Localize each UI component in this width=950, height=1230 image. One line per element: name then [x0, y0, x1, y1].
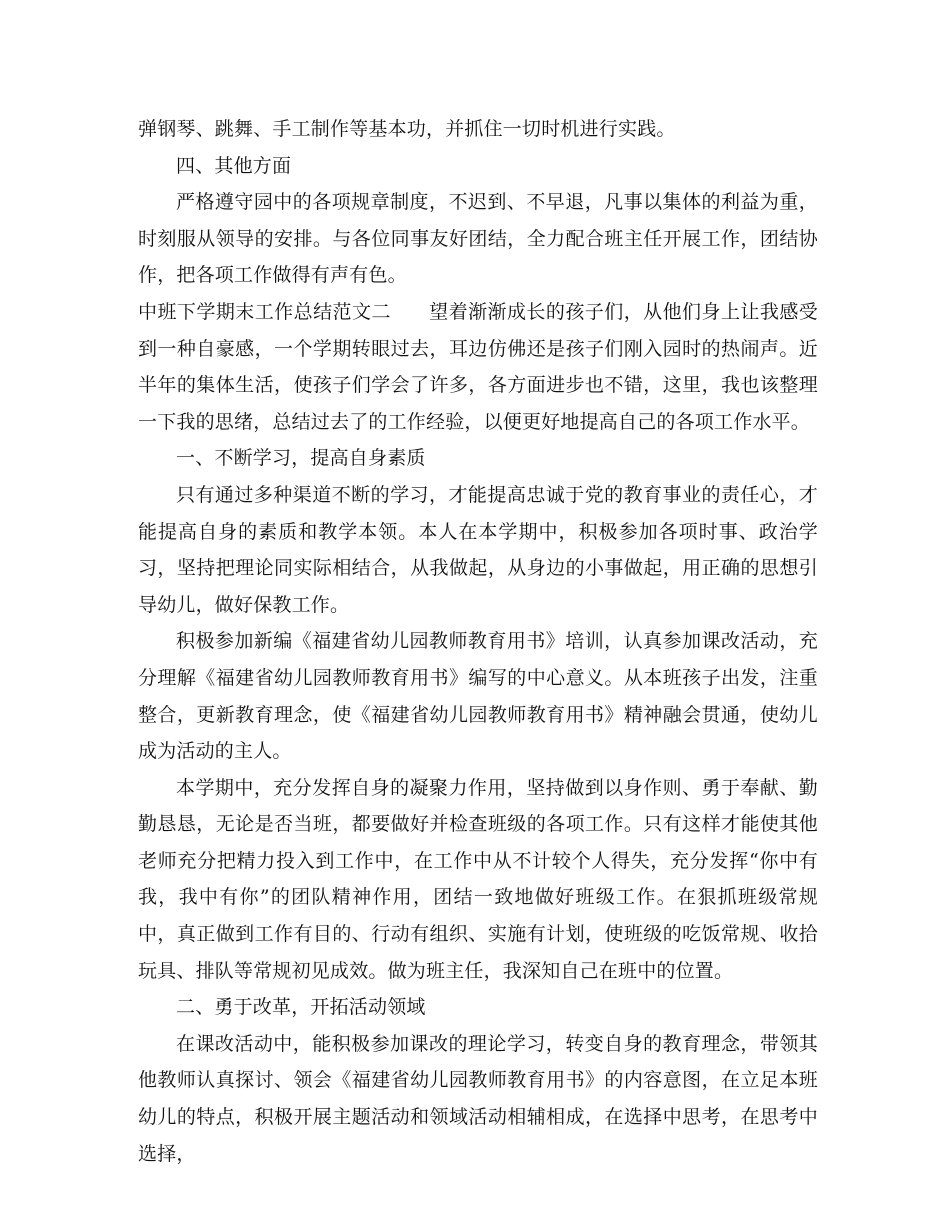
section-heading-study: 一、不断学习，提高自身素质 — [176, 447, 426, 470]
paragraph: 严格遵守园中的各项规章制度，不迟到、不早退，凡事以集体的利益为重，时刻服从领导的安排。与各位同事友好团结，全力配合班主任开展工作，团结协作，把各项工作做得有声有色。 — [138, 191, 818, 287]
paragraph: 只有通过多种渠道不断的学习，才能提高忠诚于党的教育事业的责任心，才能提高自身的素质和教学本领。本人在本学期中，积极参加各项时事、政治学习，坚持把理论同实际相结合，从我做起，从身边的小事做起，用正确的思想引导幼儿，做好保教工作。 — [138, 483, 818, 616]
section-heading-reform: 二、勇于改革，开拓活动领域 — [176, 996, 426, 1019]
paragraph: 弹钢琴、跳舞、手工制作等基本功，并抓住一切时机进行实践。 — [138, 118, 676, 140]
section-heading-other: 四、其他方面 — [176, 154, 292, 177]
document-title: 中班下学期末工作总结范文二 — [138, 300, 391, 323]
paragraph: 本学期中，充分发挥自身的凝聚力作用，坚持做到以身作则、勇于奉献、勤勤恳恳，无论是否当班，都要做好并检查班级的各项工作。只有这样才能使其他老师充分把精力投入到工作中，在工作中从不计较个人得失，充分发挥“你中有我，我中有你”的团队精神作用，团结一致地做好班级工作。在狠抓班级常规中，真正做到工作有目的、行动有组织、实施有计划，使班级的吃饭常规、收拾玩具、排队等常规初见成效。做为班主任，我深知自己在班中的位置。 — [138, 776, 818, 982]
document-body — [138, 111, 818, 1172]
paragraph-with-title — [138, 294, 818, 440]
paragraph: 在课改活动中，能积极参加课改的理论学习，转变自身的教育理念，带领其他教师认真探讨、领会《福建省幼儿园教师教育用书》的内容意图，在立足本班幼儿的特点，积极开展主题活动和领域活动相辅相成，在选择中思考，在思考中选择， — [138, 1032, 818, 1165]
paragraph: 积极参加新编《福建省幼儿园教师教育用书》培训，认真参加课改活动，充分理解《福建省幼儿园教师教育用书》编写的中心意义。从本班孩子出发，注重整合，更新教育理念，使《福建省幼儿园教师教育用书》精神融会贯通，使幼儿成为活动的主人。 — [138, 630, 818, 763]
paragraph-text: 望着渐渐成长的孩子们，从他们身上让我感受到一种自豪感，一个学期转眼过去，耳边仿佛还是孩子们刚入园时的热闹声。近半年的集体生活，使孩子们学会了许多，各方面进步也不错，这里，我也该整理一下我的思绪，总结过去了的工作经验，以便更好地提高自己的各项工作水平。 — [138, 300, 818, 433]
